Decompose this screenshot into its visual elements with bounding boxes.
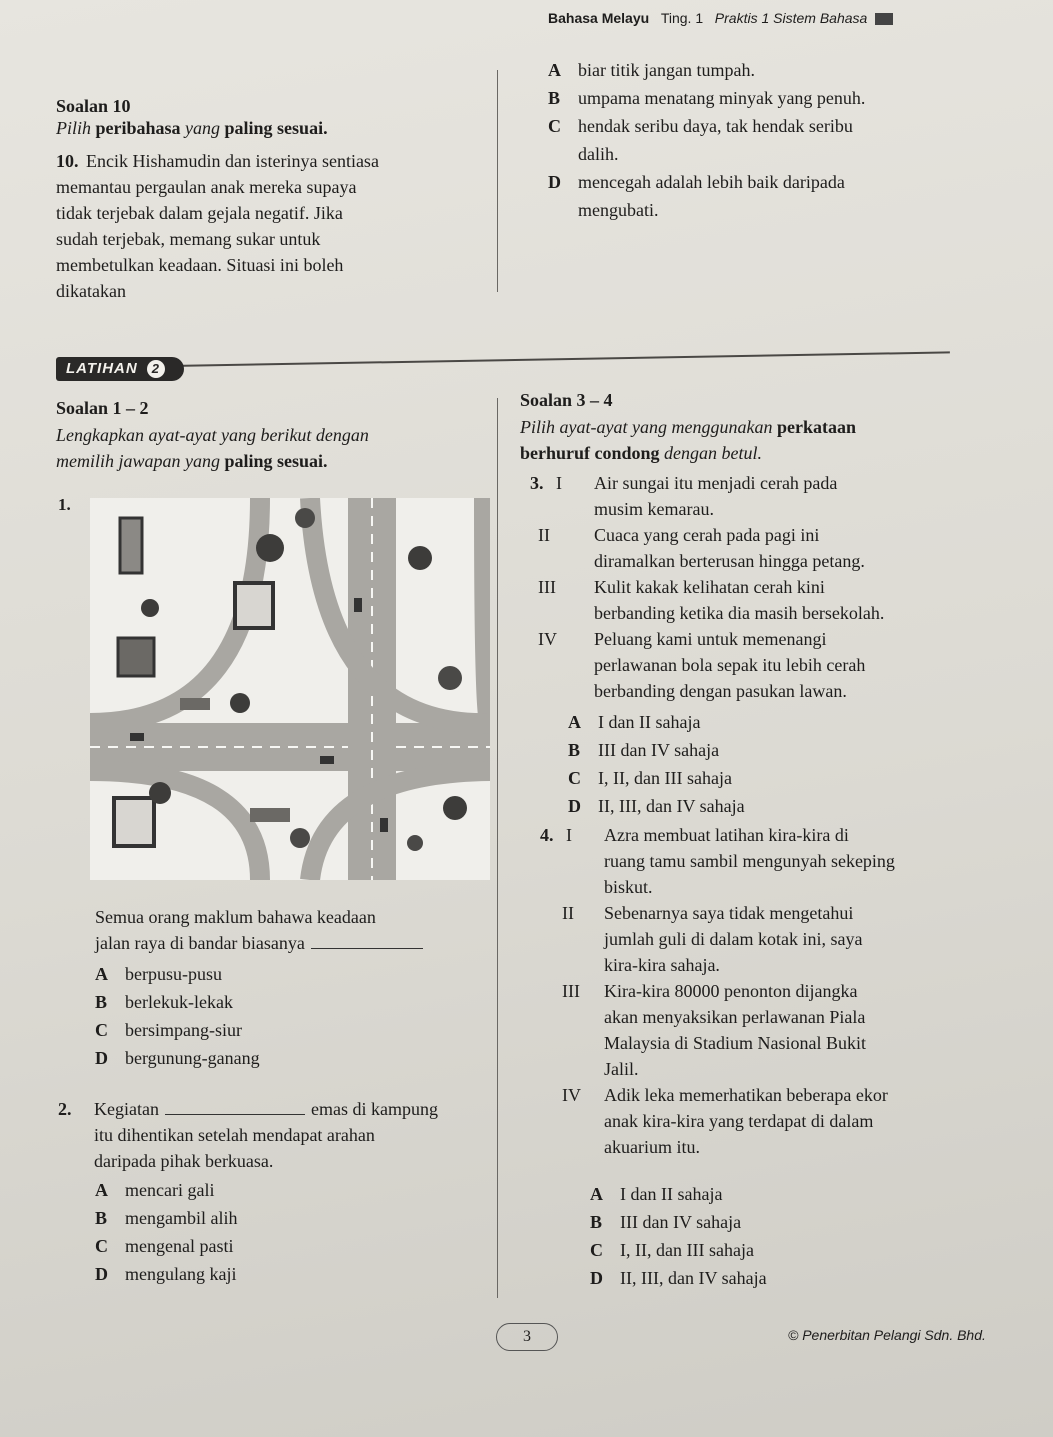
question-3-options <box>568 708 745 820</box>
option-1-c[interactable]: C bersimpang-siur <box>95 1020 242 1040</box>
option-2-b[interactable]: B mengambil alih <box>95 1208 238 1228</box>
option-3-b[interactable]: B III dan IV sahaja <box>568 740 720 760</box>
question-3-number: 3. <box>530 473 544 493</box>
option-1-d[interactable]: D bergunung-ganang <box>95 1048 260 1068</box>
option-1-a[interactable]: A berpusu-pusu <box>95 964 222 984</box>
option-4-d[interactable]: D II, III, dan IV sahaja <box>590 1268 767 1288</box>
header-section: Praktis 1 Sistem Bahasa <box>714 10 868 26</box>
question-1-blank <box>311 948 423 949</box>
option-4-b[interactable]: B III dan IV sahaja <box>590 1212 742 1232</box>
option-1-b[interactable]: B berlekuk-lekak <box>95 992 233 1012</box>
option-2-c[interactable]: C mengenal pasti <box>95 1236 234 1256</box>
page-header <box>548 10 893 26</box>
latihan-number: 2 <box>147 360 165 378</box>
option-2-a[interactable]: A mencari gali <box>95 1180 215 1200</box>
option-4-c[interactable]: C I, II, dan III sahaja <box>590 1240 754 1260</box>
question-4: 4. I Azra membuat latihan kira-kira di ruang tamu sambil mengunyah sekeping biskut. II Sebenarnya saya tidak mengetahui jumlah guli di dalam kotak ini, saya kira-kira sahaja. III Kira-kira 80000 penonton dijangka akan menyaksikan perlawanan Piala Malaysia di Stadium Nasional Bukit Jalil. IV Adik leka memerhatikan beberapa ekor anak kira-kira yang terdapat di dalam akuarium itu. <box>540 822 960 1160</box>
soalan10-title: Soalan 10 <box>56 96 131 116</box>
option-10-b[interactable]: B umpama menatang minyak yang penuh. <box>548 88 866 108</box>
header-subject: Bahasa Melayu <box>548 10 650 26</box>
latihan-rule <box>170 351 950 367</box>
question-2-options <box>95 1176 237 1288</box>
publisher-credit: © Penerbitan Pelangi Sdn. Bhd. <box>788 1327 986 1343</box>
column-divider-bottom <box>497 398 498 1298</box>
soalan10-instruction: Pilih peribahasa yang paling sesuai. <box>56 118 328 138</box>
question-2-stem: 2. Kegiatan emas di kampung itu dihentikan setelah mendapat arahan daripada pihak berkuasa. <box>58 1096 488 1174</box>
latihan-badge: LATIHAN 2 <box>56 357 184 381</box>
soalan1-2-title: Soalan 1 – 2 <box>56 398 149 418</box>
option-3-a[interactable]: A I dan II sahaja <box>568 712 701 732</box>
question-10: 10. Encik Hishamudin dan isterinya sentiasa memantau pergaulan anak mereka supaya tidak terjebak dalam gejala negatif. Jika sudah terjebak, memang sukar untuk membetulkan keadaan. Situasi ini boleh dikatakan <box>56 148 476 304</box>
question-4-options <box>590 1180 767 1292</box>
soalan1-2-instruction: Lengkapkan ayat-ayat yang berikut dengan memilih jawapan yang paling sesuai. <box>56 425 369 471</box>
question-1-number: 1. <box>58 495 71 514</box>
option-2-d[interactable]: D mengulang kaji <box>95 1264 237 1284</box>
question-2-number: 2. <box>58 1099 72 1119</box>
question-1-stem: Semua orang maklum bahawa keadaan jalan raya di bandar biasanya <box>95 904 490 956</box>
option-10-c[interactable]: C hendak seribu daya, tak hendak seribu dalih. <box>548 116 853 164</box>
book-icon <box>875 13 893 25</box>
option-4-a[interactable]: A I dan II sahaja <box>590 1184 723 1204</box>
road-intersection-illustration <box>90 498 490 880</box>
header-level: Ting. 1 <box>660 10 704 26</box>
question-10-options <box>548 56 948 224</box>
soalan3-4-title: Soalan 3 – 4 <box>520 390 613 410</box>
soalan3-4-instruction: Pilih ayat-ayat yang menggunakan perkataan berhuruf condong dengan betul. <box>520 417 856 463</box>
question-3: 3. I Air sungai itu menjadi cerah pada musim kemarau. II Cuaca yang cerah pada pagi ini diramalkan berterusan hingga petang. III Kulit kakak kelihatan cerah kini berbanding ketika dia masih bersekolah. IV Peluang kami untuk memenangi perlawanan bola sepak itu lebih cerah berbanding dengan pasukan lawan. <box>530 470 950 704</box>
question-4-number: 4. <box>540 825 554 845</box>
column-divider-top <box>497 70 498 292</box>
option-10-d[interactable]: D mencegah adalah lebih baik daripada mengubati. <box>548 172 845 220</box>
page-number: 3 <box>496 1323 558 1351</box>
question-10-number: 10. <box>56 151 79 171</box>
question-1-options <box>95 960 260 1072</box>
option-3-d[interactable]: D II, III, dan IV sahaja <box>568 796 745 816</box>
option-3-c[interactable]: C I, II, dan III sahaja <box>568 768 732 788</box>
question-2-blank <box>165 1114 305 1115</box>
option-10-a[interactable]: A biar titik jangan tumpah. <box>548 60 755 80</box>
